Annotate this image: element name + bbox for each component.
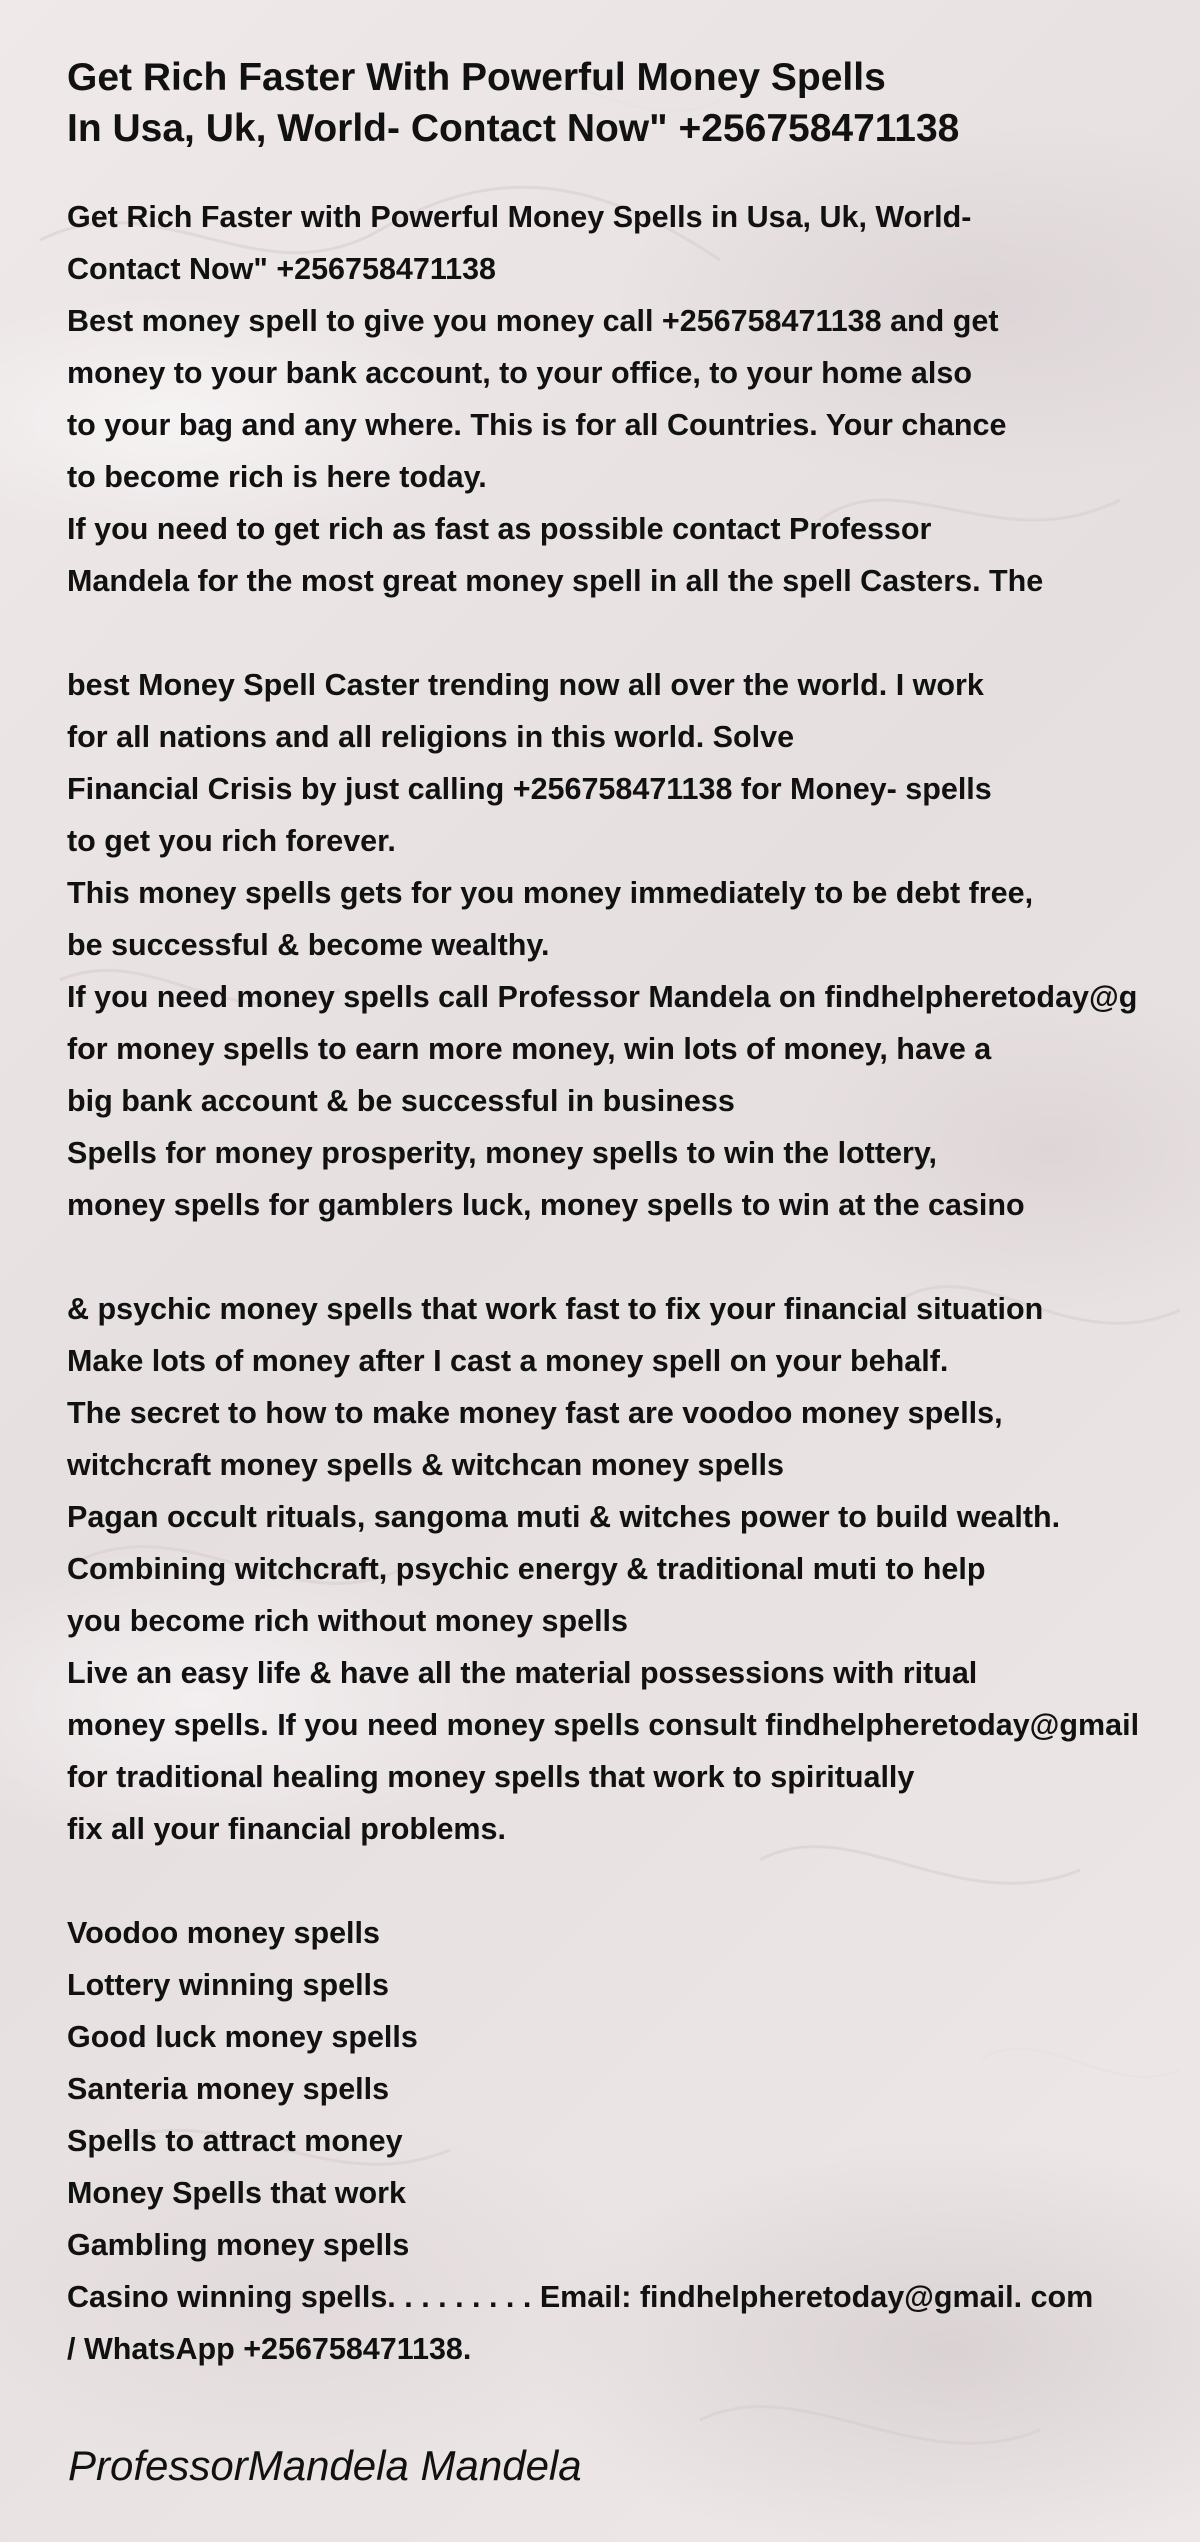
poem-line: Good luck money spells xyxy=(67,2020,418,2054)
poem-line: If you need to get rich as fast as possible contact Professor xyxy=(67,512,932,546)
poem-line: If you need money spells call Professor Mandela on findhelpheretoday@g xyxy=(67,980,1138,1014)
poem-line: Casino winning spells. . . . . . . . . Email: findhelpheretoday@gmail. com xyxy=(67,2280,1094,2314)
poem-line: Make lots of money after I cast a money spell on your behalf. xyxy=(67,1344,949,1378)
stanza-2 xyxy=(67,659,1200,1231)
poem-author[interactable]: ProfessorMandela Mandela xyxy=(68,2442,582,2489)
poem-line: money spells for gamblers luck, money spells to win at the casino xyxy=(67,1188,1025,1222)
poem xyxy=(67,52,1200,2375)
poem-line: Combining witchcraft, psychic energy & traditional muti to help xyxy=(67,1552,986,1586)
poem-line: Lottery winning spells xyxy=(67,1968,389,2002)
poem-line: money to your bank account, to your office, to your home also xyxy=(67,356,972,390)
poem-line: & psychic money spells that work fast to fix your financial situation xyxy=(67,1292,1044,1326)
poem-line: be successful & become wealthy. xyxy=(67,928,550,962)
poem-line: Mandela for the most great money spell in all the spell Casters. The xyxy=(67,564,1044,598)
poem-line: big bank account & be successful in business xyxy=(67,1084,735,1118)
poem-line: Spells for money prosperity, money spells to win the lottery, xyxy=(67,1136,937,1170)
stanza-4 xyxy=(67,1907,1200,2375)
poem-line: money spells. If you need money spells consult findhelpheretoday@gmail xyxy=(67,1708,1140,1742)
poem-line: Live an easy life & have all the material possessions with ritual xyxy=(67,1656,978,1690)
poem-line: best Money Spell Caster trending now all over the world. I work xyxy=(67,668,984,702)
poem-title xyxy=(67,52,1200,154)
poem-line: for money spells to earn more money, win lots of money, have a xyxy=(67,1032,992,1066)
poem-line: Voodoo money spells xyxy=(67,1916,380,1950)
poem-line: to get you rich forever. xyxy=(67,824,396,858)
poem-line: fix all your financial problems. xyxy=(67,1812,506,1846)
poem-line: for traditional healing money spells that work to spiritually xyxy=(67,1760,915,1794)
poem-line: to become rich is here today. xyxy=(67,460,487,494)
poem-line: Best money spell to give you money call +256758471138 and get xyxy=(67,304,999,338)
stanza-3 xyxy=(67,1283,1200,1855)
poem-line: witchcraft money spells & witchcan money spells xyxy=(67,1448,784,1482)
stanza-1 xyxy=(67,191,1200,607)
poem-line: Get Rich Faster with Powerful Money Spells in Usa, Uk, World- xyxy=(67,200,972,234)
poem-line: / WhatsApp +256758471138. xyxy=(67,2332,472,2366)
poem-line: The secret to how to make money fast are voodoo money spells, xyxy=(67,1396,1003,1430)
poem-line: This money spells gets for you money immediately to be debt free, xyxy=(67,876,1034,910)
poem-line: Pagan occult rituals, sangoma muti & witches power to build wealth. xyxy=(67,1500,1061,1534)
poem-line: Santeria money spells xyxy=(67,2072,390,2106)
poem-line: Gambling money spells xyxy=(67,2228,410,2262)
poem-line: to your bag and any where. This is for all Countries. Your chance xyxy=(67,408,1007,442)
poem-line: for all nations and all religions in this world. Solve xyxy=(67,720,795,754)
poem-line: you become rich without money spells xyxy=(67,1604,628,1638)
poem-line: Spells to attract money xyxy=(67,2124,403,2158)
poem-line: Financial Crisis by just calling +256758471138 for Money- spells xyxy=(67,772,992,806)
poem-line: Money Spells that work xyxy=(67,2176,406,2210)
title-line: In Usa, Uk, World- Contact Now" +256758471138 xyxy=(67,107,960,150)
poem-line: Contact Now" +256758471138 xyxy=(67,252,496,286)
title-line: Get Rich Faster With Powerful Money Spells xyxy=(67,56,886,99)
